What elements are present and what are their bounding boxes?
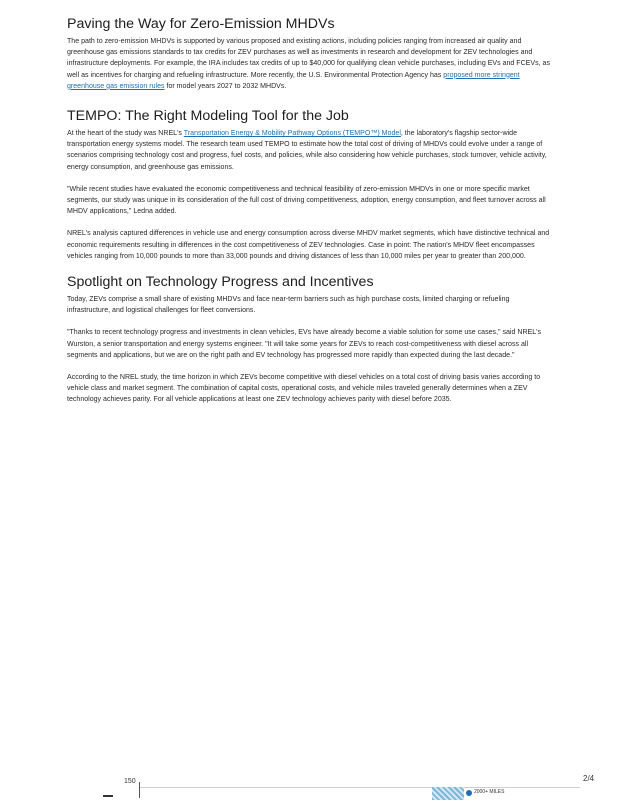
page-number: 2/4	[583, 774, 595, 783]
section-zero-emission	[67, 15, 553, 92]
paragraph: Today, ZEVs comprise a small share of existing MHDVs and face near-term barriers such as high purchase costs, limited charging or refueling infrastructure, and logistical challenges for fleet conversions.	[67, 296, 510, 315]
section-technology-progress	[67, 273, 553, 406]
section-heading: Spotlight on Technology Progress and Incentives	[67, 274, 374, 291]
paragraph	[67, 128, 553, 173]
section-heading: TEMPO: The Right Modeling Tool for the Job	[67, 108, 349, 125]
footer-rule	[140, 787, 580, 788]
footer-graphic	[432, 787, 464, 800]
footer-left-number: 150	[124, 778, 136, 785]
section-tempo	[67, 107, 553, 262]
paragraph-text: for model years 2027 to 2032 MHDVs.	[164, 82, 287, 90]
paragraph-text: At the heart of the study was NREL's	[67, 130, 184, 138]
paragraph: "While recent studies have evaluated the economic competitiveness and technical feasibility of zero-emission MHDVs in one or more specific market segments, our study was unique in its consideration of the full cost of driving competitiveness, adoption, energy consumption, and fleet turnover across all MHDV applications," Ledna added.	[67, 185, 546, 216]
paragraph-text: The path to zero-emission MHDVs is supported by various proposed and existing actions, including policies ranging from increased air quality and greenhouse gas emissions standards to tax credits for ZEV purchases as well as investments in research and development for ZEV technologies and infrastructure deployments. For example, the IRA includes tax credits of up to $40,000 for qualifying clean vehicle purchases, including EVs and FCEVs, as well as incentives for charging and refueling infrastructure. More recently, the U.S. Environmental Protection Agency has	[67, 38, 550, 79]
footer-mark	[103, 795, 113, 797]
tempo-model-link[interactable]: Transportation Energy & Mobility Pathway Options (TEMPO™) Model	[183, 130, 401, 138]
page-footer	[0, 770, 618, 800]
article-body	[67, 15, 553, 417]
paragraph: According to the NREL study, the time horizon in which ZEVs become competitive with diesel vehicles on a total cost of driving basis varies according to vehicle class and market segment. The combination of capital costs, operational costs, and vehicle miles traveled generally determines when a ZEV technology achieves parity. For all vehicle applications at least one ZEV technology achieves parity with diesel before 2035.	[67, 374, 541, 404]
epa-rules-link[interactable]: proposed more stringent greenhouse gas emission rules	[67, 71, 520, 90]
footer-brand: 2000+ MILES	[474, 789, 505, 795]
footer-divider	[139, 782, 140, 798]
paragraph	[67, 36, 553, 92]
section-heading: Paving the Way for Zero-Emission MHDVs	[67, 16, 335, 32]
paragraph-text: , the laboratory's flagship sector-wide transportation energy systems model. The research team used TEMPO to estimate how the total cost of driving of MHDVs could evolve under a range of scenarios comprising technology cost and progress, fuel costs, and policies, while also considering how vehicle purchases, stock turnover, vehicle activity, energy consumption, and greenhouse gas emissions.	[67, 130, 547, 171]
paragraph: NREL's analysis captured differences in vehicle use and energy consumption across diverse MHDV market segments, which have distinctive technical and economic requirements resulting in differences in the cost competitiveness of ZEV technologies. Case in point: The nation's MHDV fleet encompasses vehicles ranging from 10,000 pounds to more than 33,000 pounds and driving distances of less than 10,000 miles per year to greater than 200,000.	[67, 230, 550, 260]
brand-logo-icon	[466, 790, 472, 796]
paragraph: "Thanks to recent technology progress and investments in clean vehicles, EVs have already become a viable solution for some use cases," said NREL's Wurston, a senior transportation and energy systems engineer. "It will take some years for ZEVs to reach cost-competitiveness with diesel across all segments and applications, but we are on the right path and EV technology has progressed more rapidly than expected during the last decade."	[67, 329, 542, 359]
